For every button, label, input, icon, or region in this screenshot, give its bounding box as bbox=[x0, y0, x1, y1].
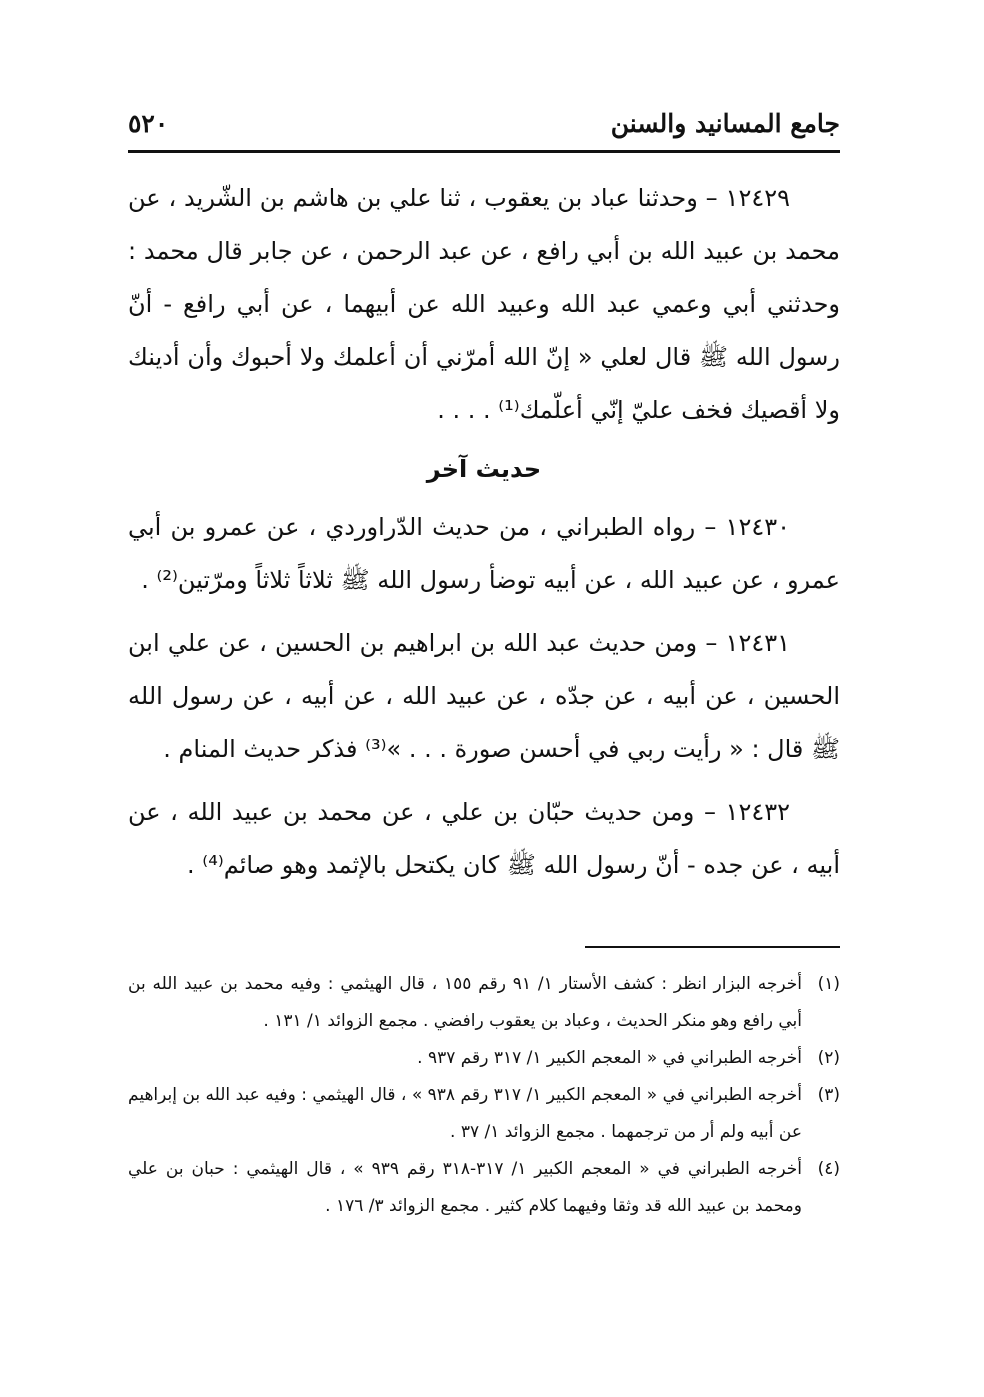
footnote-text: أخرجه الطبراني في « المعجم الكبير ١/ ٣١٧ رقم ٩٣٧ . bbox=[417, 1048, 802, 1068]
header-rule bbox=[128, 150, 840, 153]
footnote-text: أخرجه البزار انظر : كشف الأستار ١/ ٩١ رقم ١٥٥ ، قال الهيثمي : وفيه محمد بن عبيد الله بن أبي رافع وهو منكر الحديث ، وعباد بن يعقوب رافضي . مجمع الزوائد ١/ ١٣١ . bbox=[128, 974, 802, 1031]
footnote-number: (١) bbox=[817, 974, 840, 994]
footnote-3 bbox=[128, 1077, 840, 1151]
footnote-text: أخرجه الطبراني في « المعجم الكبير ١/ ٣١٧-٣١٨ رقم ٩٣٩ » ، قال الهيثمي : حبان بن علي ومحمد بن عبيد الله قد وثقا وفيهما كلام كثير . مجمع الزوائد ٣/ ١٧٦ . bbox=[128, 1159, 802, 1216]
footnote-number: (٤) bbox=[817, 1159, 840, 1179]
footnote-1 bbox=[128, 966, 840, 1040]
footnote-number: (٢) bbox=[817, 1048, 840, 1068]
footnotes bbox=[128, 966, 840, 1225]
main-text bbox=[128, 172, 840, 892]
hadith-12432: ١٢٤٣٢ – ومن حديث حبّان بن علي ، عن محمد بن عبيد الله ، عن أبيه ، عن جده - أنّ رسول الله ﷺ كان يكتحل بالإثمد وهو صائم⁽⁴⁾ . bbox=[128, 798, 840, 879]
footnote-2 bbox=[128, 1040, 840, 1077]
running-title: جامع المسانيد والسنن bbox=[610, 109, 840, 138]
footnote-rule bbox=[585, 946, 840, 948]
page-number: ٥٢٠ bbox=[128, 109, 169, 138]
footnote-number: (٣) bbox=[817, 1085, 840, 1105]
footnote-4 bbox=[128, 1151, 840, 1225]
footnote-text: أخرجه الطبراني في « المعجم الكبير ١/ ٣١٧ رقم ٩٣٨ » ، قال الهيثمي : وفيه عبد الله بن إبراهيم عن أبيه ولم أر من ترجمهما . مجمع الزوائد ١/ ٣٧ . bbox=[128, 1085, 802, 1142]
page-header bbox=[128, 108, 840, 148]
hadith-12430: ١٢٤٣٠ – رواه الطبراني ، من حديث الدّراوردي ، عن عمرو بن أبي عمرو ، عن عبيد الله ، عن أبيه توضأ رسول الله ﷺ ثلاثاً ثلاثاً ومرّتين⁽²⁾ . bbox=[128, 513, 840, 594]
hadith-12429: ١٢٤٢٩ – وحدثنا عباد بن يعقوب ، ثنا علي بن هاشم بن الشّريد ، عن محمد بن عبيد الله بن أبي رافع ، عن عبد الرحمن ، عن جابر قال محمد : وحدثني أبي وعمي عبد الله وعبيد الله عن أبيهما ، عن أبي رافع - أنّ رسول الله ﷺ قال لعلي « إنّ الله أمرّني أن أعلمك ولا أحبوك وأن أدينك ولا أقصيك فخف عليّ إنّي أعلّمك⁽¹⁾ . . . . bbox=[128, 184, 840, 424]
section-heading: حديث آخر bbox=[426, 455, 542, 483]
hadith-12431: ١٢٤٣١ – ومن حديث عبد الله بن ابراهيم بن الحسين ، عن علي ابن الحسين ، عن أبيه ، عن جدّه ، عن عبيد الله ، عن أبيه ، عن رسول الله ﷺ قال : « رأيت ربي في أحسن صورة . . . »⁽³⁾ فذكر حديث المنام . bbox=[128, 629, 840, 763]
